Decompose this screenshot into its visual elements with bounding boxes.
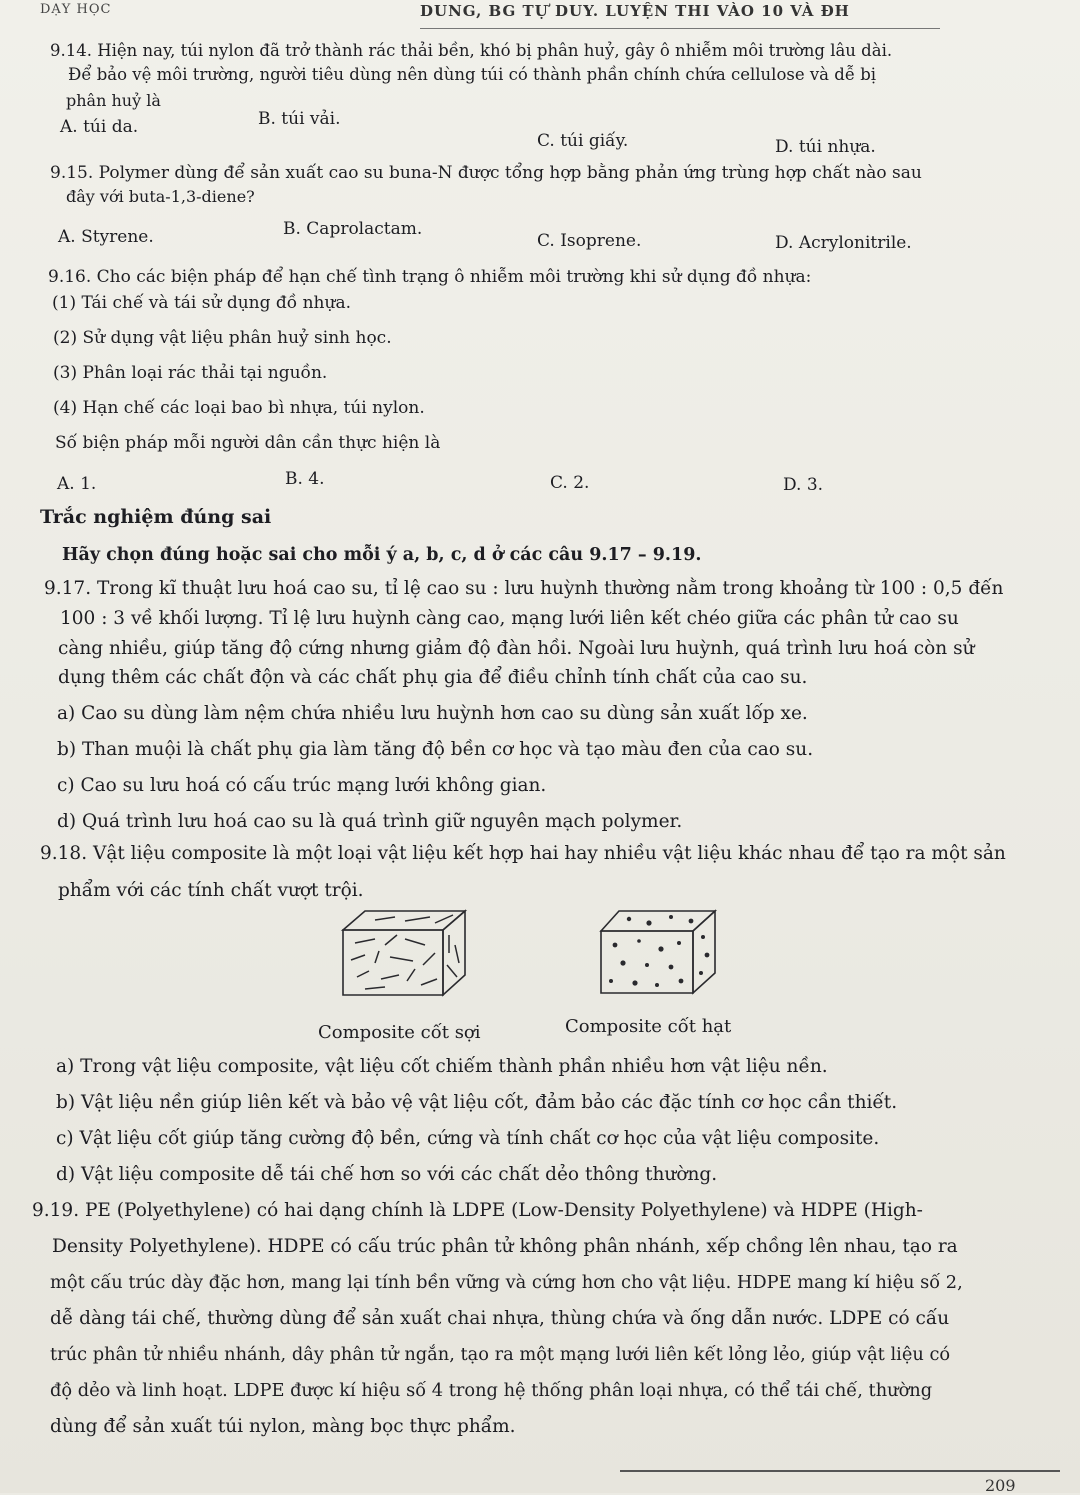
q19-text-line4: dễ dàng tái chế, thường dùng để sản xuất chai nhựa, thùng chứa và ống dẫn nước. LDPE có cấu: [50, 1308, 950, 1329]
fiber-cube-side: [443, 911, 465, 995]
q14-stem-line3: phân huỷ là: [66, 91, 161, 110]
q14-stem-line2: Để bảo vệ môi trường, người tiêu dùng nên dùng túi có thành phần chính chứa cellulose và dễ bị: [68, 65, 877, 84]
q16-item-3: (3) Phân loại rác thải tại nguồn.: [53, 363, 328, 383]
q16-item-1: (1) Tái chế và tái sử dụng đồ nhựa.: [52, 293, 351, 313]
q18-stem-line1: 9.18. Vật liệu composite là một loại vật liệu kết hợp hai hay nhiều vật liệu khác nhau để tạo ra một sản: [40, 843, 1006, 864]
q19-text-line5: trúc phân tử nhiều nhánh, dây phân tử ngắn, tạo ra một mạng lưới liên kết lỏng lẻo, giúp vật liệu có: [50, 1344, 951, 1365]
q17-stem-line2: 100 : 3 về khối lượng. Tỉ lệ lưu huỳnh càng cao, mạng lưới liên kết chéo giữa các phân tử cao su: [60, 608, 959, 629]
q16-option-b: B. 4.: [285, 469, 325, 489]
q16-option-d: D. 3.: [783, 475, 824, 495]
q15-stem-line1: 9.15. Polymer dùng để sản xuất cao su buna-N được tổng hợp bằng phản ứng trùng hợp chất nào sau: [50, 163, 922, 183]
particle-composite-caption: Composite cốt hạt: [565, 1016, 732, 1037]
q17-statement-a: a) Cao su dùng làm nệm chứa nhiều lưu huỳnh hơn cao su dùng sản xuất lốp xe.: [57, 703, 808, 724]
particles: [609, 915, 709, 987]
q15-option-d: D. Acrylonitrile.: [775, 233, 912, 253]
q19-text-line3: một cấu trúc dày đặc hơn, mang lại tính bền vững và cứng hơn cho vật liệu. HDPE mang kí hiệu số 2,: [50, 1272, 963, 1293]
q17-statement-d: d) Quá trình lưu hoá cao su là quá trình giữ nguyên mạch polymer.: [57, 811, 683, 832]
particle-cube-front: [601, 931, 693, 993]
q17-stem-line3: càng nhiều, giúp tăng độ cứng nhưng giảm độ đàn hồi. Ngoài lưu huỳnh, quá trình lưu hoá còn sử: [58, 638, 975, 659]
q14-option-a: A. túi da.: [60, 117, 139, 137]
q16-question: Số biện pháp mỗi người dân cần thực hiện là: [55, 433, 441, 453]
fiber-composite-figure: [335, 905, 475, 1000]
q18-statement-a: a) Trong vật liệu composite, vật liệu cốt chiếm thành phần nhiều hơn vật liệu nền.: [56, 1056, 828, 1077]
header-rule: [420, 28, 940, 29]
fiber-composite-caption: Composite cốt sợi: [318, 1022, 481, 1043]
fiber-cube-front: [343, 930, 443, 995]
q15-option-b: B. Caprolactam.: [283, 219, 423, 239]
page-number: 209: [985, 1476, 1016, 1495]
particle-cube-top: [601, 911, 715, 931]
q18-stem-line2: phẩm với các tính chất vượt trội.: [58, 880, 364, 901]
particle-composite-figure: [595, 905, 725, 997]
q14-option-c: C. túi giấy.: [537, 131, 629, 151]
section-title: Trắc nghiệm đúng sai: [40, 506, 272, 528]
q19-text-line2: Density Polyethylene). HDPE có cấu trúc phân tử không phân nhánh, xếp chồng lên nhau, tạo ra: [52, 1236, 958, 1257]
q19-text-line1: 9.19. PE (Polyethylene) có hai dạng chính là LDPE (Low-Density Polyethylene) và HDPE (High-: [32, 1200, 923, 1221]
header-right: DUNG, BG TỰ DUY. LUYỆN THI VÀO 10 VÀ ĐH: [420, 2, 850, 20]
q18-statement-d: d) Vật liệu composite dễ tái chế hơn so với các chất dẻo thông thường.: [56, 1164, 718, 1185]
q16-stem: 9.16. Cho các biện pháp để hạn chế tình trạng ô nhiễm môi trường khi sử dụng đồ nhựa:: [48, 267, 812, 287]
q19-text-line7: dùng để sản xuất túi nylon, màng bọc thực phẩm.: [50, 1416, 516, 1437]
q16-item-2: (2) Sử dụng vật liệu phân huỷ sinh học.: [53, 328, 392, 348]
q14-option-b: B. túi vải.: [258, 109, 341, 129]
q17-stem-line1: 9.17. Trong kĩ thuật lưu hoá cao su, tỉ lệ cao su : lưu huỳnh thường nằm trong khoảng từ 100 : 0,5 đến: [44, 578, 1004, 599]
q14-option-d: D. túi nhựa.: [775, 137, 876, 157]
q17-statement-c: c) Cao su lưu hoá có cấu trúc mạng lưới không gian.: [57, 775, 547, 796]
q19-text-line6: độ dẻo và linh hoạt. LDPE được kí hiệu số 4 trong hệ thống phân loại nhựa, có thể tái chế, thường: [50, 1380, 933, 1401]
q15-stem-line2: đây với buta-1,3-diene?: [66, 187, 255, 206]
q18-statement-c: c) Vật liệu cốt giúp tăng cường độ bền, cứng và tính chất cơ học của vật liệu composite.: [56, 1128, 880, 1149]
q16-option-a: A. 1.: [57, 474, 97, 494]
section-instruction: Hãy chọn đúng hoặc sai cho mỗi ý a, b, c, d ở các câu 9.17 – 9.19.: [62, 545, 702, 565]
q18-statement-b: b) Vật liệu nền giúp liên kết và bảo vệ vật liệu cốt, đảm bảo các đặc tính cơ học cần thiết.: [56, 1092, 898, 1113]
q16-item-4: (4) Hạn chế các loại bao bì nhựa, túi nylon.: [53, 398, 425, 418]
header-left: DẠY HỌC: [40, 2, 112, 17]
q16-option-c: C. 2.: [550, 473, 590, 493]
q17-stem-line4: dụng thêm các chất độn và các chất phụ gia để điều chỉnh tính chất của cao su.: [58, 667, 808, 688]
footer-rule: [620, 1470, 1060, 1472]
particle-cube-side: [693, 911, 715, 993]
q15-option-a: A. Styrene.: [58, 227, 154, 247]
q14-stem-line1: 9.14. Hiện nay, túi nylon đã trở thành rác thải bền, khó bị phân huỷ, gây ô nhiễm môi trường lâu dài.: [50, 41, 893, 60]
q17-statement-b: b) Than muội là chất phụ gia làm tăng độ bền cơ học và tạo màu đen của cao su.: [57, 739, 814, 760]
q15-option-c: C. Isoprene.: [537, 231, 642, 251]
